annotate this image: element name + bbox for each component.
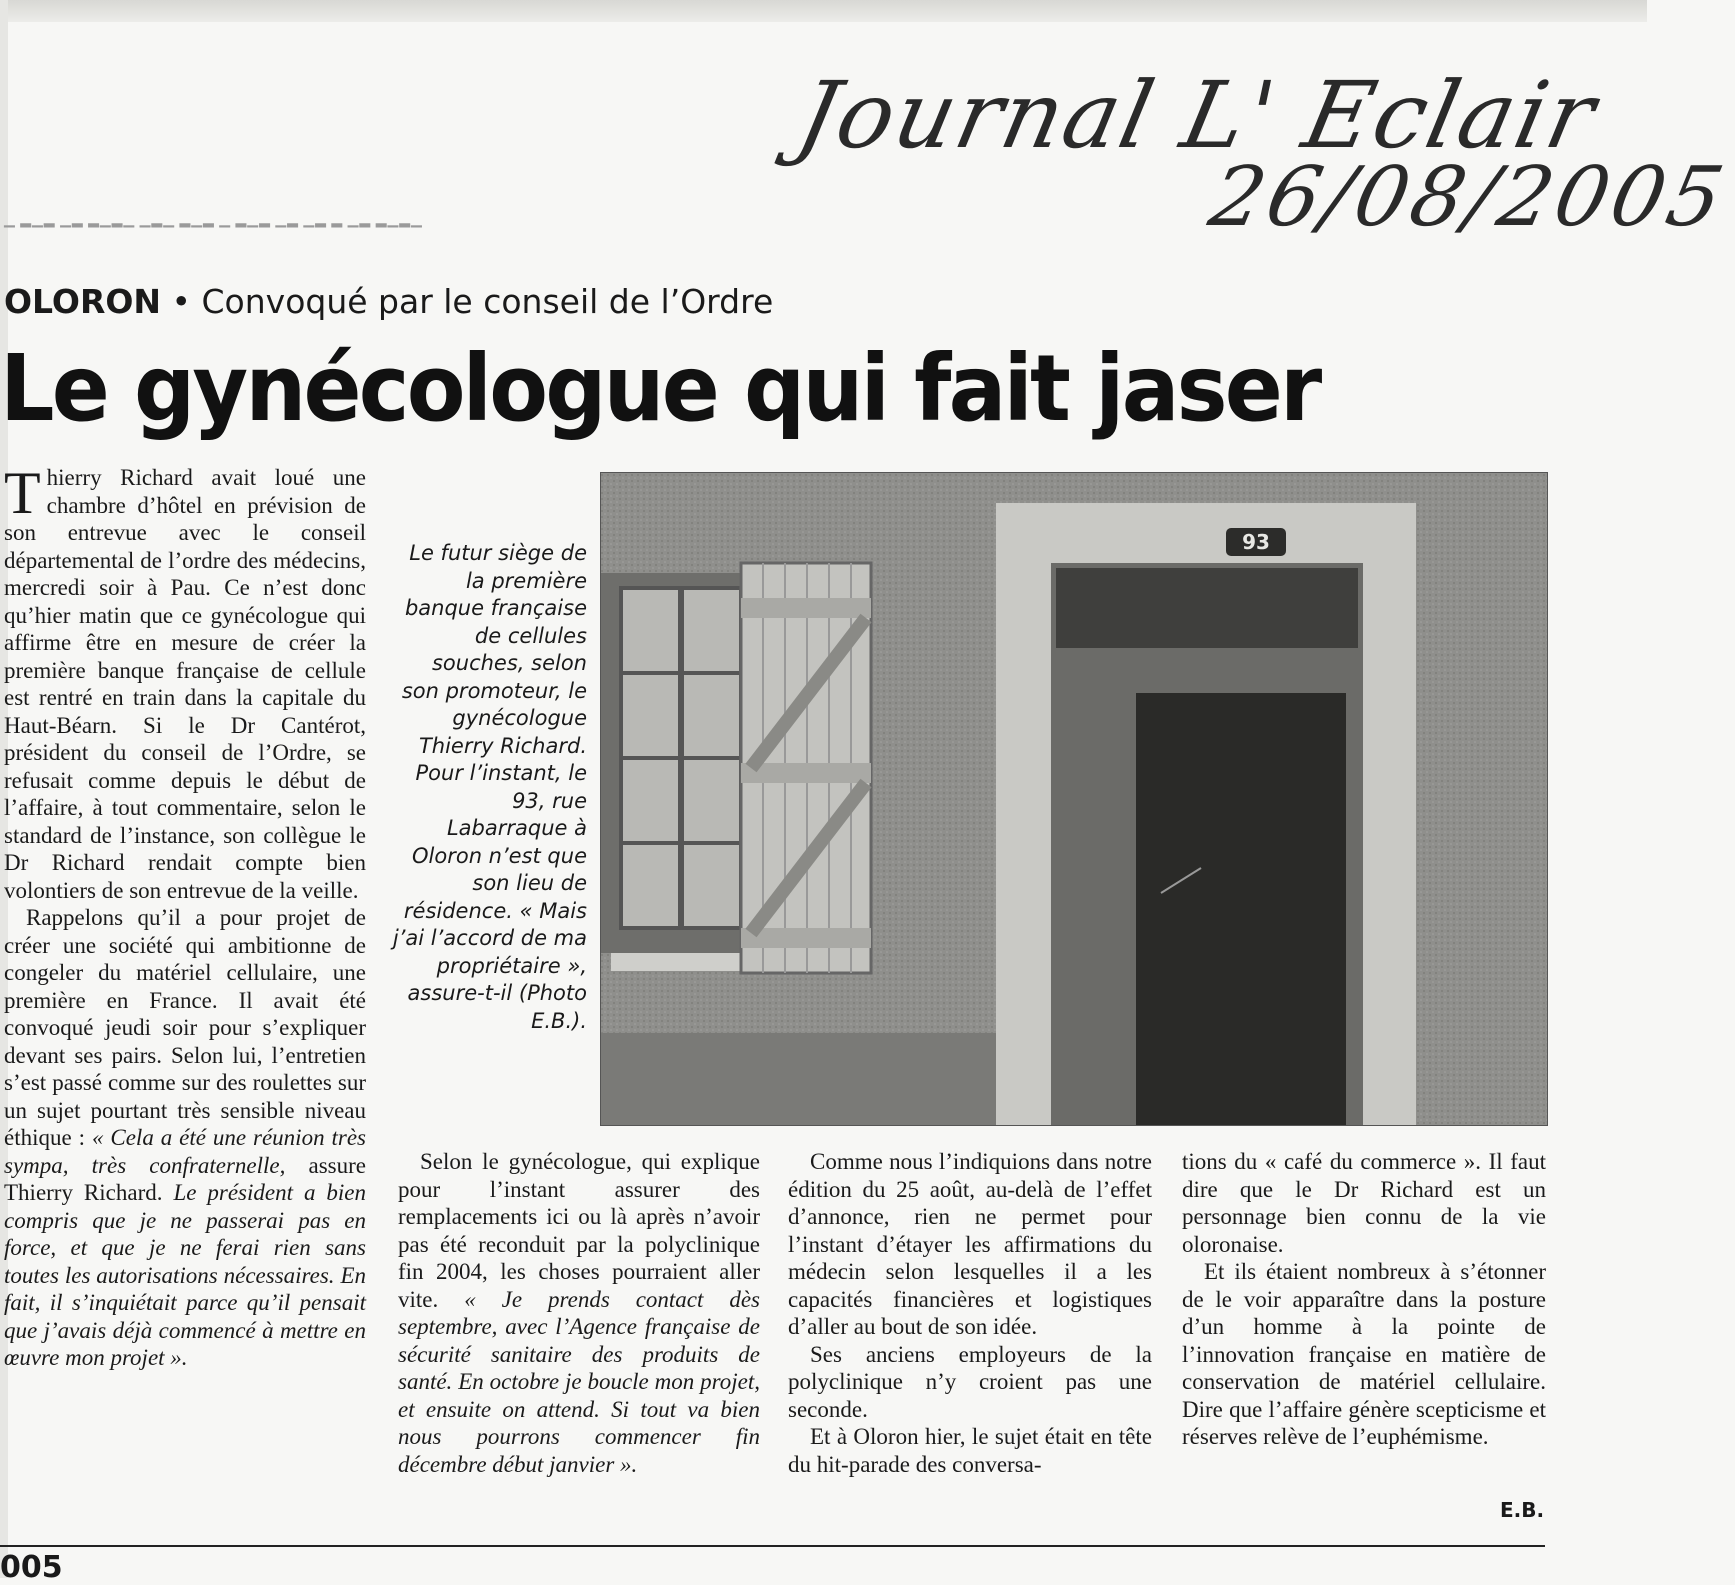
house-number: 93 bbox=[1242, 530, 1270, 554]
paragraph-text: hierry Richard avait loué une chambre d’hôtel en prévision de son entrevue avec le conseil départemental de l’ordre des médecins, mercredi soir à Pau. Ce n’est donc qu’hier matin que ce gynécologue qui affirme être en mesure de créer la première banque française de cellule est rentré en train dans la capitale du Haut-Béarn. Si le Dr Cantérot, président du conseil de l’Ordre, se refusait comme depuis le début de l’affaire, à tout commentaire, selon le standard de l’instance, son collègue le Dr Richard rendait compte bien volontiers de son entrevue de la veille. bbox=[4, 465, 366, 903]
kicker-text: Convoqué par le conseil de l’Ordre bbox=[201, 282, 774, 321]
article-column-4 bbox=[1182, 1148, 1546, 1451]
scan-edge bbox=[0, 0, 1647, 22]
paragraph: Ses anciens employeurs de la polyclinique n’y croient pas une seconde. bbox=[788, 1341, 1152, 1422]
photo-house-facade bbox=[600, 472, 1548, 1126]
handwritten-date: 26/08/2005 bbox=[1201, 150, 1735, 245]
paragraph: tions du « café du commerce ». Il faut dire que le Dr Richard est un personnage bien connu de la vie oloronaise. bbox=[1182, 1149, 1546, 1257]
facade-illustration bbox=[601, 473, 1547, 1125]
handwritten-source: Journal L' Eclair bbox=[788, 62, 1606, 169]
paragraph: Et à Oloron hier, le sujet était en tête du hit-parade des conversa- bbox=[788, 1424, 1152, 1477]
paragraph bbox=[4, 460, 366, 904]
photo-caption: Le futur siège de la première banque française de cellules souches, selon son promoteur, le gynécologue Thierry Richard. Pour l’instant, le 93, rue Labarraque à Oloron n’est que son lieu de résidence. « Mais j’ai l’accord de ma propriétaire », assure-t-il (Photo E.B.). bbox=[392, 541, 587, 1033]
article-column-2 bbox=[398, 1148, 760, 1478]
paragraph bbox=[398, 1148, 760, 1478]
article-column-3 bbox=[788, 1148, 1152, 1478]
author-signature: E.B. bbox=[1500, 1498, 1545, 1522]
paragraph: Et ils étaient nombreux à s’étonner de le voir apparaître dans la posture d’un homme à la pointe de l’innovation française en matière de conservation de matériel cellulaire. Dire que l’affaire génère scepticisme et réserves relève de l’euphémisme. bbox=[1182, 1259, 1546, 1449]
page-folio: 005 bbox=[0, 1550, 63, 1585]
quote-text: « Je prends contact dès septembre, avec l’Agence française de sécurité sanitaire des produits de santé. En octobre je boucle mon projet, et ensuite on attend. Si tout va bien nous pourrons commencer fin décembre début janvier ». bbox=[398, 1286, 761, 1477]
quote-text: Le président a bien compris que je ne passerai pas en force, et que je ne ferai rien sans toutes les autorisations nécessaires. En fait, il s’inquiétait parce qu’il pensait que j’avais déjà commencé à mettre en œuvre mon projet ». bbox=[4, 1180, 366, 1370]
kicker-city: OLORON bbox=[4, 282, 162, 321]
paragraph bbox=[4, 904, 366, 1372]
paragraph: Comme nous l’indiquions dans notre édition du 25 août, au-delà de l’effet d’annonce, rien ne permet pour l’instant d’étayer les affirmations du médecin selon lesquelles il a les capacités financières et logistiques d’aller au bout de son idée. bbox=[788, 1149, 1152, 1339]
paragraph-text: assure Thierry Richard. bbox=[4, 1152, 366, 1205]
page-footer-rule bbox=[0, 1545, 1545, 1547]
quote-text: « Cela a été une réunion très sympa, très confraternelle, bbox=[4, 1125, 367, 1178]
article-column-1 bbox=[4, 460, 367, 1372]
kicker-separator: • bbox=[171, 282, 192, 321]
drop-cap: T bbox=[4, 460, 41, 526]
headline: Le gynécologue qui fait jaser bbox=[0, 335, 1320, 442]
paragraph-text: Selon le gynécologue, qui explique pour l’instant assurer des remplacements ici ou là après n’avoir pas été reconduit par la polyclinique fin 2004, les choses pourraient aller vite. bbox=[398, 1149, 760, 1312]
paragraph-text: Rappelons qu’il a pour projet de créer une société qui ambitionne de congeler du matériel cellulaire, une première en France. Il avait été convoqué jeudi soir pour s’expliquer devant ses pairs. Selon lui, l’entretien s’est passé comme sur des roulettes sur un sujet pourtant très sensible niveau éthique : bbox=[4, 905, 366, 1150]
kicker bbox=[4, 282, 773, 321]
cut-off-text-line: ▁ ▂▁▂ ▁▂ ▂▁▂▁ ▁▂▁ ▂▁▂ ▁ ▂▁▂ ▁▂ ▁▂ ▂ ▁▂ ▂▁▂▁ bbox=[4, 213, 423, 228]
